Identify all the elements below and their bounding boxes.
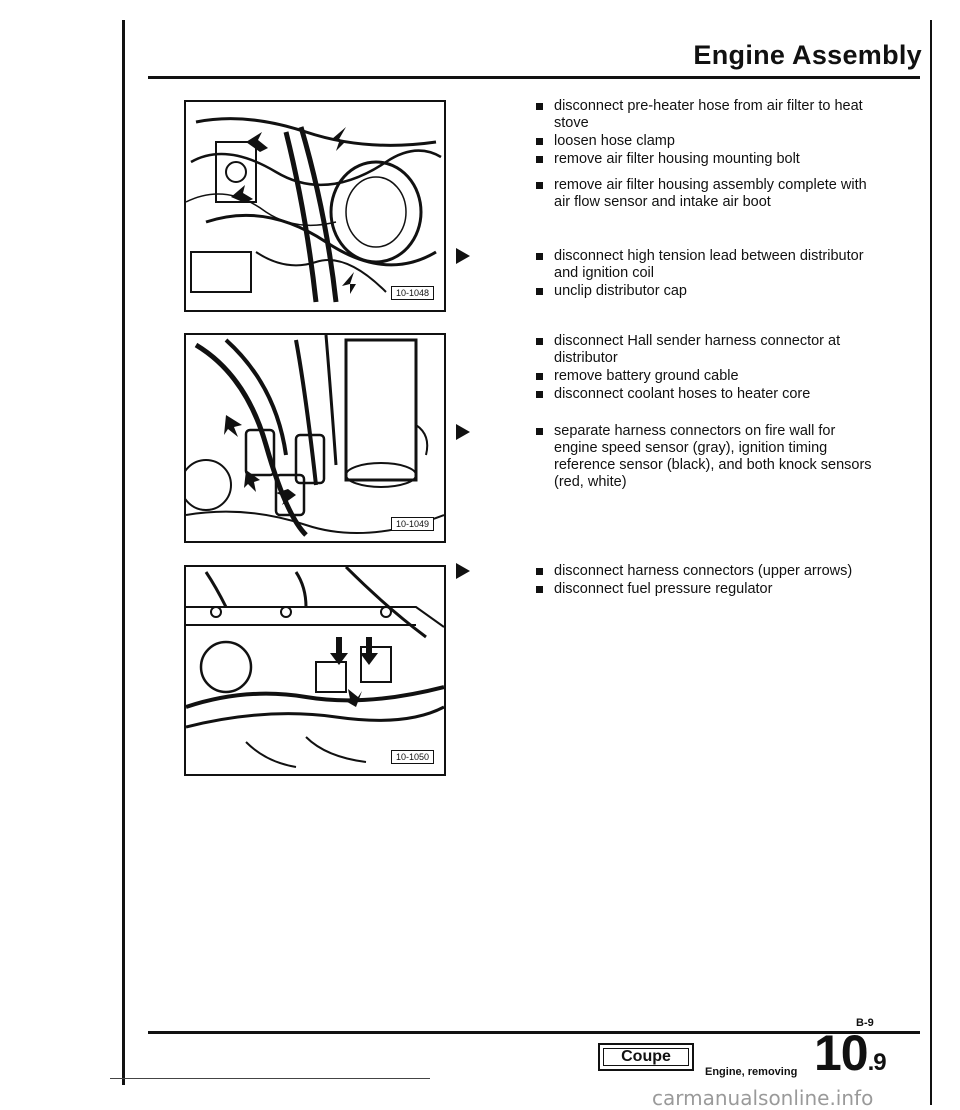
section-minor: 9 [873,1049,886,1076]
page-right-rule [930,20,932,1105]
step-item: disconnect coolant hoses to heater core [536,386,876,403]
footer-underline [110,1078,430,1079]
pointer-arrow-icon [456,248,470,264]
watermark: carmanualsonline.info [652,1086,874,1110]
steps-hall-sender [536,333,876,404]
page-title: Engine Assembly [693,40,922,70]
steps-distributor [536,248,876,301]
steps-air-filter [536,98,876,212]
step-item: loosen hose clamp [536,133,876,150]
engine-bay-illustration-3 [186,567,444,774]
page-left-rule [122,20,125,1085]
step-item: disconnect harness connectors (upper arrows) [536,563,876,580]
figure-fuel-regulator [184,565,446,776]
step-item: disconnect pre-heater hose from air filter to heat stove [536,98,876,132]
figure-air-filter [184,100,446,312]
engine-bay-illustration-2 [186,335,444,541]
figure-label: 10-1049 [391,517,434,531]
step-item: disconnect high tension lead between distributor and ignition coil [536,248,876,282]
section-name: Engine, removing [705,1066,798,1078]
step-item: remove air filter housing mounting bolt [536,151,876,168]
step-item: remove air filter housing assembly complete with air flow sensor and intake air boot [536,177,876,211]
section-major: 10 [814,1025,868,1081]
pointer-arrow-icon [456,424,470,440]
step-item: remove battery ground cable [536,368,876,385]
figure-label: 10-1048 [391,286,434,300]
model-badge: Coupe [598,1043,694,1071]
steps-fuel-regulator [536,563,876,599]
pointer-arrow-icon [456,563,470,579]
steps-firewall-connectors [536,423,876,492]
step-item: disconnect Hall sender harness connector at distributor [536,333,876,367]
step-item: separate harness connectors on fire wall for engine speed sensor (gray), ignition timing reference sensor (black), and both knock sensors (red, white) [536,423,876,491]
step-item: disconnect fuel pressure regulator [536,581,876,598]
footer-rule [148,1031,920,1034]
section-number: 10.9 [814,1025,886,1081]
header-rule [148,76,920,79]
step-item: unclip distributor cap [536,283,876,300]
engine-bay-illustration-1 [186,102,444,310]
figure-harness-connectors [184,333,446,543]
page-code: B-9 [856,1017,874,1029]
figure-label: 10-1050 [391,750,434,764]
